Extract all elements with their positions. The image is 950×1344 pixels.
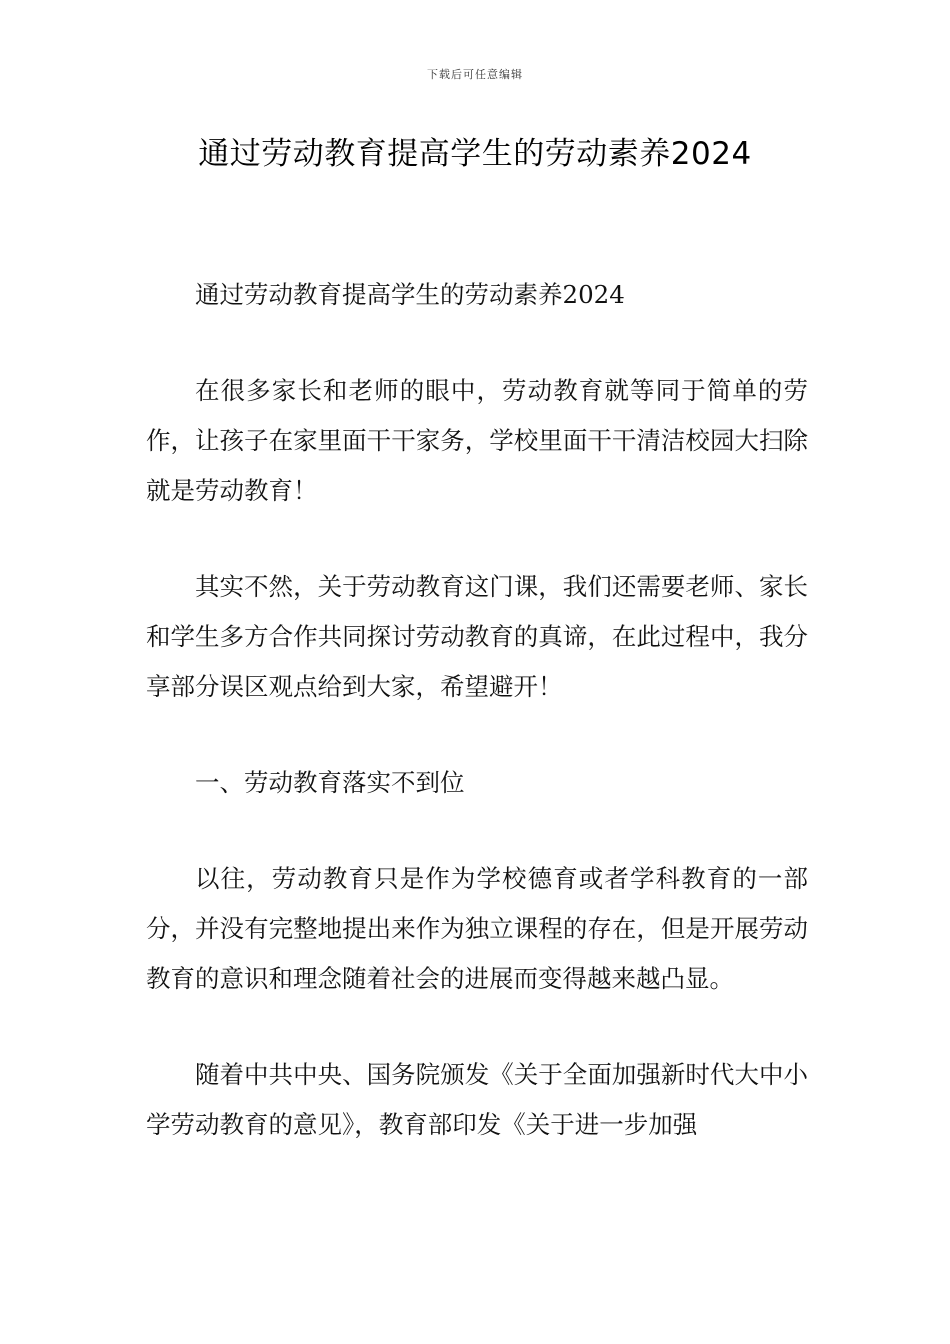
document-title: 通过劳动教育提高学生的劳动素养2024 [198, 136, 752, 172]
paragraph: 以往，劳动教育只是作为学校德育或者学科教育的一部分，并没有完整地提出来作为独立课程的存在，但是开展劳动教育的意识和理念随着社会的进展而变得越来越凸显。 [146, 864, 808, 993]
paragraph: 在很多家长和老师的眼中，劳动教育就等同于简单的劳作，让孩子在家里面干干家务，学校里面干干清洁校园大扫除就是劳动教育！ [146, 376, 808, 505]
paragraph: 其实不然，关于劳动教育这门课，我们还需要老师、家长和学生多方合作共同探讨劳动教育的真谛，在此过程中，我分享部分误区观点给到大家，希望避开！ [146, 572, 808, 701]
paragraph-subtitle: 通过劳动教育提高学生的劳动素养2024 [195, 280, 625, 309]
document-body [146, 270, 808, 1196]
section-heading: 一、劳动教育落实不到位 [195, 768, 465, 797]
paragraph: 随着中共中央、国务院颁发《关于全面加强新时代大中小学劳动教育的意见》，教育部印发《关于进一步加强 [146, 1060, 808, 1139]
header-note: 下载后可任意编辑 [427, 68, 523, 81]
